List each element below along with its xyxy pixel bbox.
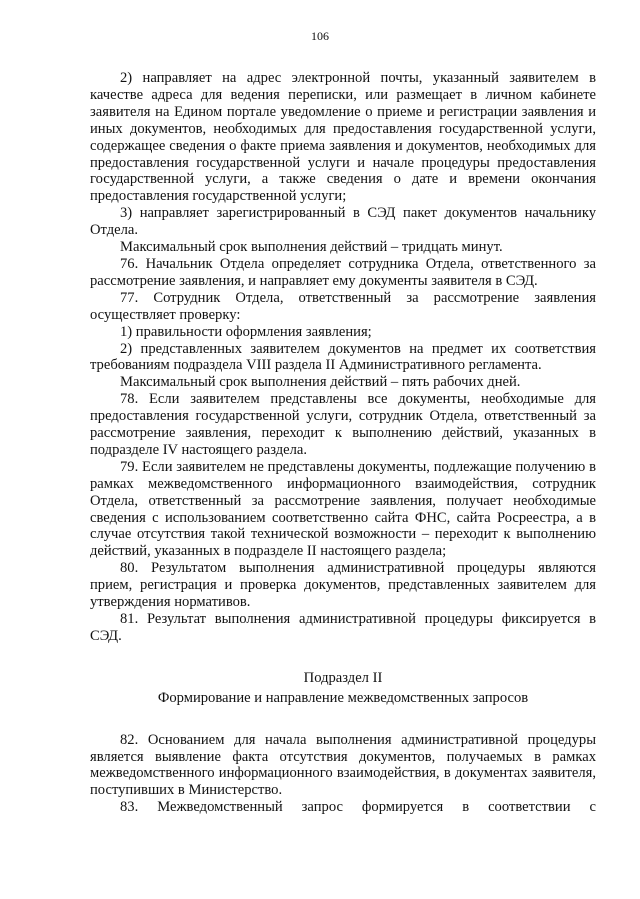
paragraph-78: 78. Если заявителем представлены все документы, необходимые для предоставления государственной услуги, сотрудник Отдела, ответственный за рассмотрение заявления, переходит к выполнению действий, указанных в подразделе IV настоящего раздела. <box>90 391 596 458</box>
paragraph-76: 76. Начальник Отдела определяет сотрудника Отдела, ответственного за рассмотрение заявления, и направляет ему документы заявителя в СЭД. <box>90 255 596 289</box>
paragraph-82: 82. Основанием для начала выполнения административной процедуры является выявление факта отсутствия документов, получаемых в рамках межведомственного информационного взаимодействия, в документах заявителя, поступивших в Министерство. <box>90 731 596 799</box>
paragraph-max-time-30min: Максимальный срок выполнения действий – тридцать минут. <box>120 239 503 256</box>
paragraph-83: 83. Межведомственный запрос формируется в соответствии с <box>120 799 596 816</box>
paragraph-notification: 2) направляет на адрес электронной почты, указанный заявителем в качестве адреса для ведения переписки, или размещает в личном кабинете заявителя на Едином портале уведомление о приеме и регистрации заявления и иных документов, необходимых для предоставления государственной услуги, содержащее сведения о факте приема заявления и документов, необходимых для предоставления государственной услуги и начале процедуры предоставления государственной услуги, а также сведения о дате и времени окончания предоставления государственной услуги; <box>90 70 596 205</box>
paragraph-79: 79. Если заявителем не представлены документы, подлежащие получению в рамках межведомственного информационного взаимодействия, сотрудник Отдела, ответственный за рассмотрение заявления, получает необходимые сведения с использованием соответственно сайта ФНС, сайта Росреестра, а в случае отсутствия такой технической возможности – переходит к выполнению действий, указанных в подразделе II настоящего раздела; <box>90 458 596 560</box>
paragraph-80: 80. Результатом выполнения административной процедуры являются прием, регистрация и проверка документов, представленных заявителем для утверждения нормативов. <box>90 560 596 611</box>
paragraph-81: 81. Результат выполнения административной процедуры фиксируется в СЭД. <box>90 611 596 644</box>
paragraph-77-item-2: 2) представленных заявителем документов на предмет их соответствия требованиям подраздела VIII раздела II Административного регламента. <box>90 340 596 374</box>
paragraph-send-package: 3) направляет зарегистрированный в СЭД пакет документов начальнику Отдела. <box>90 205 596 239</box>
paragraph-max-time-5days: Максимальный срок выполнения действий – пять рабочих дней. <box>120 374 521 391</box>
subsection-title: Формирование и направление межведомственных запросов <box>157 689 529 706</box>
paragraph-77: 77. Сотрудник Отдела, ответственный за рассмотрение заявления осуществляет проверку: <box>90 289 596 323</box>
body-text <box>90 70 596 816</box>
paragraph-77-item-1: 1) правильности оформления заявления; <box>120 323 372 340</box>
subsection-label: Подраздел II <box>303 669 383 686</box>
page-number: 106 <box>311 29 329 43</box>
